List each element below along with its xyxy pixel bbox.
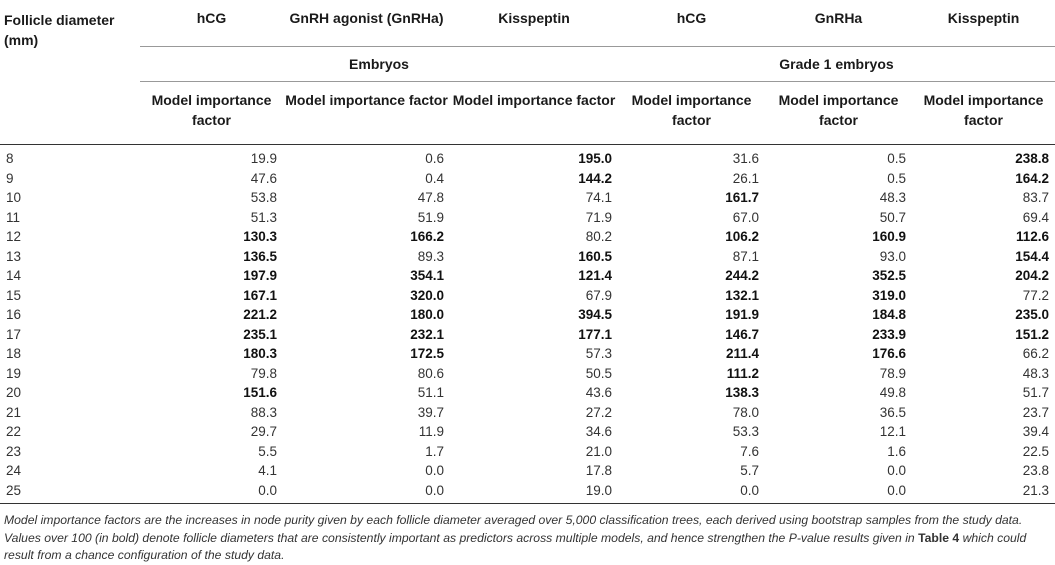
table-cell: 0.0	[425, 463, 444, 479]
table-cell: 27.2	[585, 404, 612, 420]
table-cell: 235.1	[243, 326, 277, 342]
table-cell: 49.8	[879, 385, 906, 401]
table-cell: 195.0	[578, 151, 612, 167]
row-diameter: 11	[6, 209, 21, 225]
table-row	[0, 325, 1055, 345]
table-cell: 21.3	[912, 481, 1055, 504]
table-cell: 23.8	[1022, 463, 1049, 479]
table-cell: 53.8	[250, 190, 277, 206]
col-header-hcg-grade1: hCG	[676, 10, 707, 26]
table-cell: 244.2	[725, 268, 759, 284]
table-cell: 11.9	[418, 424, 444, 440]
table-cell: 78.9	[879, 365, 906, 381]
table-cell: 154.4	[1015, 248, 1049, 264]
table-cell: 57.3	[585, 346, 612, 362]
table-cell: 176.6	[872, 346, 906, 362]
table-cell: 67.0	[732, 209, 759, 225]
table-cell: 132.1	[725, 287, 759, 303]
table-cell: 136.5	[243, 248, 277, 264]
table-cell: 164.2	[1015, 170, 1049, 186]
table-cell: 67.9	[585, 287, 612, 303]
table-cell: 130.3	[243, 229, 277, 245]
table-cell: 0.0	[765, 481, 912, 504]
metric-header: Model importance factor	[765, 82, 912, 145]
col-header-gnrha-embryos: GnRH agonist (GnRHa)	[289, 10, 444, 26]
row-diameter: 8	[6, 151, 14, 167]
table-cell: 53.3	[732, 424, 759, 440]
table-cell: 83.7	[1022, 190, 1049, 206]
table-cell: 50.5	[585, 365, 612, 381]
table-cell: 151.6	[243, 385, 277, 401]
table-cell: 79.8	[250, 365, 277, 381]
table-cell: 232.1	[410, 326, 444, 342]
table-cell: 160.5	[578, 248, 612, 264]
table-cell: 197.9	[243, 268, 277, 284]
table-row	[0, 344, 1055, 364]
table-cell: 177.1	[578, 326, 612, 342]
table-cell: 352.5	[872, 268, 906, 284]
table-cell: 36.5	[879, 404, 906, 420]
table-cell: 0.0	[887, 463, 906, 479]
table-cell: 180.3	[243, 346, 277, 362]
col-header-kisspeptin-grade1: Kisspeptin	[947, 10, 1020, 26]
table-row	[0, 403, 1055, 423]
table-cell: 151.2	[1015, 326, 1049, 342]
table-cell: 39.7	[417, 404, 444, 420]
table-footnote	[0, 504, 1055, 565]
metric-header: Model importance factor	[140, 82, 283, 145]
table-cell: 43.6	[585, 385, 612, 401]
table-cell: 71.9	[585, 209, 612, 225]
table-row	[0, 422, 1055, 442]
footnote-tail: which could result from a chance configuration of the study data.	[4, 530, 1027, 562]
table-cell: 12.1	[879, 424, 906, 440]
table-cell: 89.3	[417, 248, 444, 264]
row-diameter: 17	[6, 326, 22, 342]
table-cell: 26.1	[732, 170, 759, 186]
row-diameter: 21	[6, 404, 22, 420]
table-cell: 121.4	[578, 268, 612, 284]
table-row	[0, 188, 1055, 208]
table-cell: 80.6	[417, 365, 444, 381]
table-cell: 47.8	[417, 190, 444, 206]
table-cell: 4.1	[258, 463, 277, 479]
table-cell: 87.1	[732, 248, 759, 264]
table-cell: 0.5	[887, 151, 906, 167]
table-cell: 47.6	[250, 170, 277, 186]
table-row	[0, 364, 1055, 384]
row-diameter: 16	[6, 307, 22, 323]
table-cell: 77.2	[1022, 287, 1049, 303]
table-cell: 51.9	[417, 209, 444, 225]
table-cell: 166.2	[410, 229, 444, 245]
table-cell: 5.5	[258, 443, 277, 459]
table-row	[0, 481, 1055, 504]
table-cell: 112.6	[1015, 229, 1049, 245]
table-cell: 5.7	[740, 463, 759, 479]
table-row	[0, 383, 1055, 403]
table-row	[0, 305, 1055, 325]
table-row	[0, 266, 1055, 286]
table-cell: 172.5	[410, 346, 444, 362]
table-cell: 221.2	[243, 307, 277, 323]
row-diameter: 19	[6, 365, 22, 381]
table-cell: 0.5	[887, 170, 906, 186]
metric-header: Model importance factor	[618, 82, 765, 145]
row-diameter: 10	[6, 190, 22, 206]
row-diameter: 18	[6, 346, 22, 362]
table-cell: 23.7	[1022, 404, 1049, 420]
table-cell: 319.0	[872, 287, 906, 303]
table-row	[0, 227, 1055, 247]
table-cell: 161.7	[725, 190, 759, 206]
table-cell: 88.3	[250, 404, 277, 420]
table-cell: 22.5	[1022, 443, 1049, 459]
row-diameter: 9	[6, 170, 14, 186]
group-header-grade1: Grade 1 embryos	[618, 47, 1055, 82]
table-row	[0, 442, 1055, 462]
col-header-kisspeptin-embryos: Kisspeptin	[498, 10, 570, 26]
table-cell: 29.7	[250, 424, 277, 440]
table-cell: 19.0	[450, 481, 618, 504]
table-cell: 17.8	[585, 463, 612, 479]
table-cell: 111.2	[726, 365, 759, 381]
table-cell: 48.3	[1022, 365, 1049, 381]
table-cell: 50.7	[879, 209, 906, 225]
table-cell: 1.6	[887, 443, 906, 459]
row-diameter: 14	[6, 268, 22, 284]
table-cell: 51.3	[250, 209, 277, 225]
table-cell: 0.0	[140, 481, 283, 504]
table-cell: 51.1	[417, 385, 444, 401]
table-cell: 0.4	[425, 170, 444, 186]
col-header-hcg-embryos: hCG	[196, 10, 227, 26]
metric-header: Model importance factor	[283, 82, 450, 145]
table-cell: 80.2	[585, 229, 612, 245]
table-cell: 167.1	[243, 287, 277, 303]
table-cell: 146.7	[725, 326, 759, 342]
table-cell: 0.6	[425, 151, 444, 167]
table-cell: 7.6	[740, 443, 759, 459]
table-cell: 235.0	[1015, 307, 1049, 323]
table-cell: 191.9	[725, 307, 759, 323]
table-cell: 238.8	[1015, 151, 1049, 167]
table-cell: 48.3	[879, 190, 906, 206]
table-cell: 138.3	[725, 385, 759, 401]
table-cell: 160.9	[872, 229, 906, 245]
table-row	[0, 169, 1055, 189]
table-row	[0, 145, 1055, 169]
row-diameter: 13	[6, 248, 22, 264]
row-diameter: 22	[6, 424, 22, 440]
table-cell: 21.0	[585, 443, 612, 459]
table-cell: 233.9	[872, 326, 906, 342]
table-cell: 184.8	[872, 307, 906, 323]
table-cell: 106.2	[725, 229, 759, 245]
table-cell: 66.2	[1022, 346, 1049, 362]
metric-header: Model importance factor	[912, 82, 1055, 145]
table-row	[0, 247, 1055, 267]
table-cell: 51.7	[1022, 385, 1049, 401]
table-cell: 34.6	[585, 424, 612, 440]
table-cell: 1.7	[425, 443, 444, 459]
group-header-embryos: Embryos	[140, 47, 618, 82]
row-diameter: 20	[6, 385, 22, 401]
table-cell: 74.1	[585, 190, 612, 206]
row-diameter: 25	[0, 481, 140, 504]
row-diameter: 15	[6, 287, 22, 303]
metric-header: Model importance factor	[450, 82, 618, 145]
table-cell: 0.0	[618, 481, 765, 504]
table-row	[0, 461, 1055, 481]
table-cell: 78.0	[732, 404, 759, 420]
follicle-diameter-header: Follicle diameter (mm)	[4, 12, 115, 48]
table-cell: 144.2	[578, 170, 612, 186]
table-cell: 394.5	[578, 307, 612, 323]
table-cell: 320.0	[410, 287, 444, 303]
table-row	[0, 286, 1055, 306]
table-cell: 204.2	[1015, 268, 1049, 284]
table-cell: 180.0	[410, 307, 444, 323]
footnote-text: Model importance factors are the increases in node purity given by each follicle diameter averaged over 5,000 classification trees, each derived using bootstrap samples from the study data. Values over 100 (in bold) denote follicle diameters that are consistently important as predictors across multiple models, and hence strengthen the P-value results given in	[4, 513, 1023, 545]
table-row	[0, 208, 1055, 228]
row-diameter: 23	[6, 443, 22, 459]
table-cell: 0.0	[283, 481, 450, 504]
table-cell: 69.4	[1022, 209, 1049, 225]
table-cell: 39.4	[1022, 424, 1049, 440]
row-diameter: 24	[6, 463, 22, 479]
row-diameter: 12	[6, 229, 22, 245]
table-cell: 93.0	[879, 248, 906, 264]
table-cell: 19.9	[250, 151, 277, 167]
table-cell: 211.4	[725, 346, 759, 362]
table-cell: 31.6	[732, 151, 759, 167]
footnote-table-ref: Table 4	[918, 530, 960, 545]
table-cell: 354.1	[410, 268, 444, 284]
col-header-gnrha-grade1: GnRHa	[814, 10, 863, 26]
